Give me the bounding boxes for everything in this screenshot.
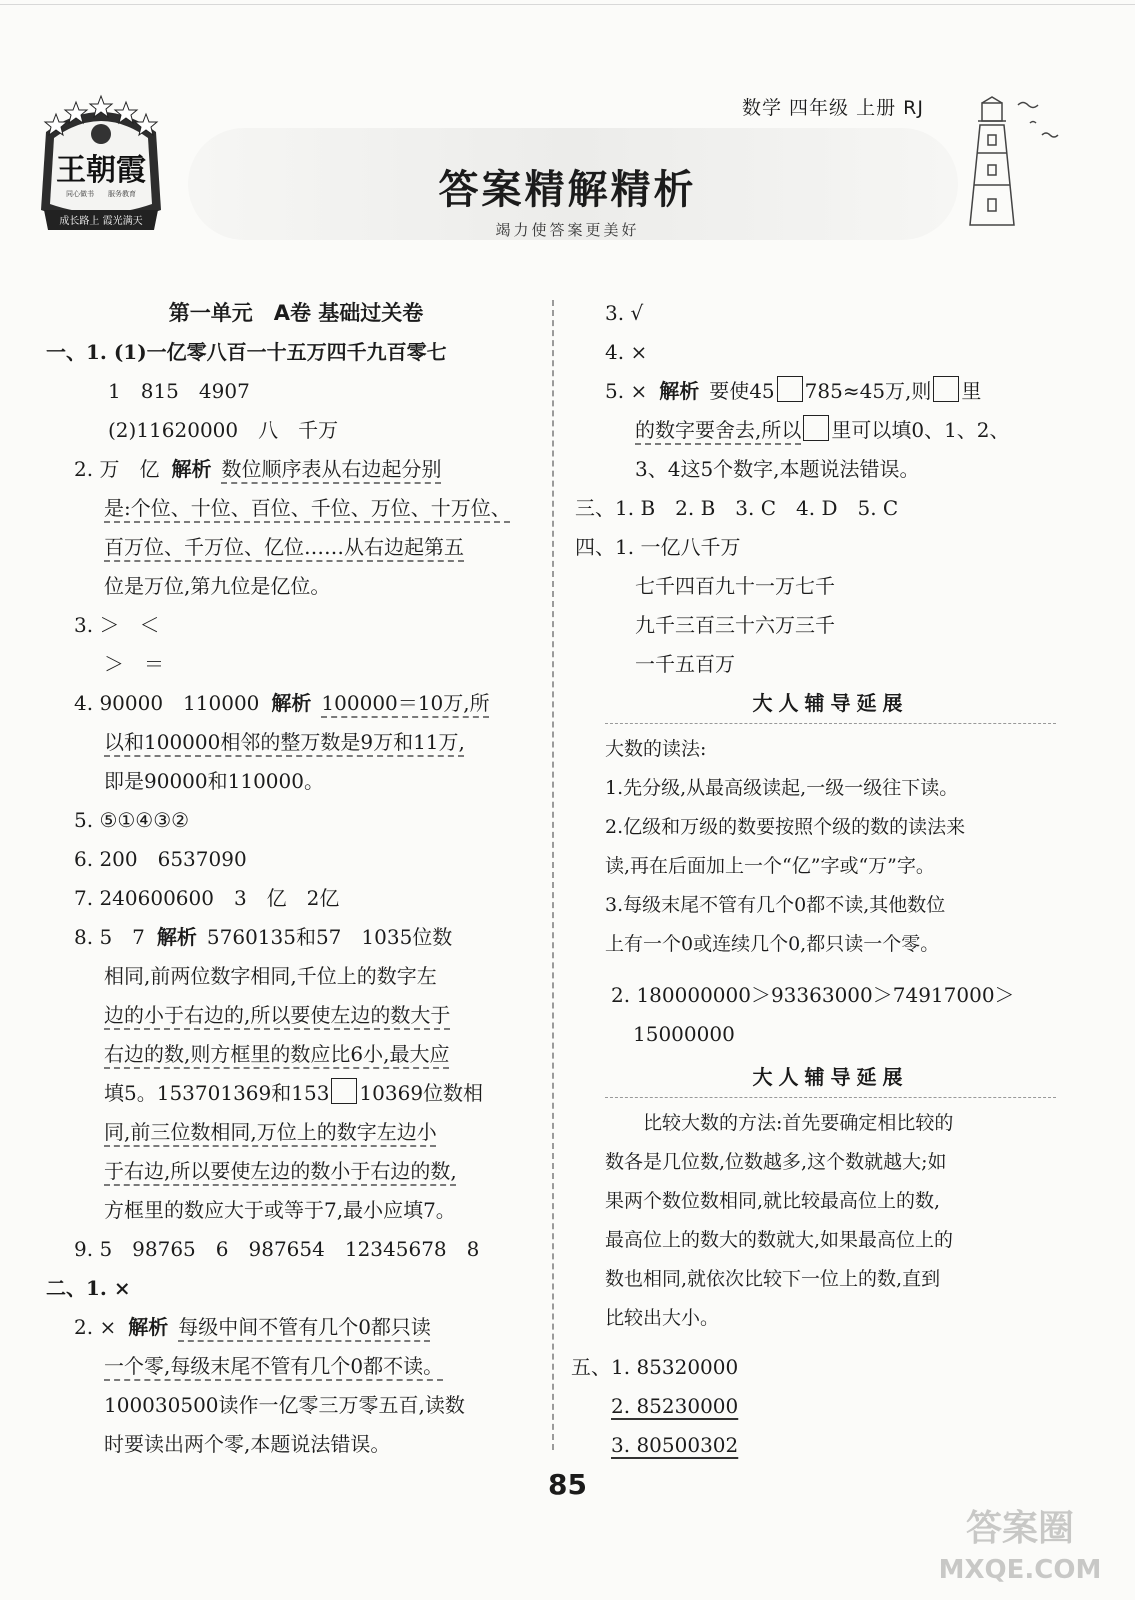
answer-line bbox=[46, 684, 546, 723]
analysis-line: 以和100000相邻的整万数是9万和11万, bbox=[104, 730, 465, 754]
analysis-line: 时要读出两个零,本题说法错误。 bbox=[104, 1432, 391, 1456]
guide-line: 果两个数位数相同,就比较最高位上的数, bbox=[605, 1190, 941, 1212]
analysis-text: 数位顺序表从右边起分别 bbox=[221, 457, 442, 481]
analysis-line: 位是万位,第九位是亿位。 bbox=[104, 574, 331, 598]
analysis-text: 100000＝10万,所 bbox=[321, 691, 490, 715]
answer-line: 7. 240600600 3 亿 2亿 bbox=[74, 886, 340, 910]
answer-text: 2. 万 亿 bbox=[74, 457, 160, 481]
analysis-line: 方框里的数应大于或等于7,最小应填7。 bbox=[104, 1198, 456, 1222]
analysis-line: 于右边,所以要使左边的数小于右边的数, bbox=[104, 1159, 457, 1183]
guide-line: 比较出大小。 bbox=[605, 1307, 720, 1329]
guide-box bbox=[605, 730, 1060, 964]
guide-heading: 大人辅导延展 bbox=[605, 1058, 1056, 1098]
guide-line: 比较大数的方法:首先要确定相比较的 bbox=[643, 1112, 954, 1134]
analysis-line: 一个零,每级末尾不管有几个0都不读。 bbox=[104, 1354, 444, 1378]
lighthouse-icon bbox=[960, 95, 1070, 230]
answer-line: 一、1. (1)一亿零八百一十五万四千九百零七 bbox=[46, 340, 447, 364]
guide-line: 1.先分级,从最高级读起,一级一级往下读。 bbox=[605, 777, 959, 799]
answer-line: 9. 5 98765 6 987654 12345678 8 bbox=[74, 1237, 480, 1261]
guide-line: 3.每级末尾不管有几个0都不读,其他数位 bbox=[605, 894, 946, 916]
analysis-tag: 解析 bbox=[156, 925, 197, 949]
answer-line bbox=[46, 450, 546, 489]
analysis-text: 10369位数相 bbox=[359, 1081, 484, 1105]
analysis-text: 5760135和57 1035位数 bbox=[206, 925, 453, 949]
answer-line: 6. 200 6537090 bbox=[74, 847, 247, 871]
guide-line: 数各是几位数,位数越多,这个数就越大;如 bbox=[605, 1151, 947, 1173]
page-title: 答案精解精析 bbox=[438, 167, 697, 213]
analysis-text: 填5。153701369和153 bbox=[104, 1081, 330, 1105]
svg-text:MXQE.COM: MXQE.COM bbox=[938, 1555, 1102, 1585]
analysis-line: 100030500读作一亿零三万零五百,读数 bbox=[104, 1393, 465, 1417]
analysis-line: 相同,前两位数字相同,千位上的数字左 bbox=[104, 964, 437, 988]
guide-line: 数也相同,就依次比较下一位上的数,直到 bbox=[605, 1268, 941, 1290]
guide-line: 上有一个0或连续几个0,都只读一个零。 bbox=[605, 933, 940, 955]
answer-line: 3. ＞ ＜ bbox=[74, 613, 160, 637]
answer-line: 二、1. × bbox=[46, 1276, 131, 1300]
answer-text: 4. 90000 110000 bbox=[74, 691, 260, 715]
unit-heading: 第一单元 A卷 基础过关卷 bbox=[168, 301, 424, 325]
analysis-line: 右边的数,则方框里的数应比6小,最大应 bbox=[104, 1042, 450, 1066]
blank-box bbox=[933, 376, 959, 402]
analysis-line: 3、4这5个数字,本题说法错误。 bbox=[635, 457, 920, 481]
answer-line: 2. 85230000 bbox=[611, 1394, 739, 1418]
guide-line: 最高位上的数大的数就大,如果最高位上的 bbox=[605, 1229, 954, 1251]
analysis-text: 要使45 bbox=[709, 379, 775, 403]
right-column bbox=[571, 294, 1060, 1465]
subject-grade-label: 数学 四年级 上册 RJ bbox=[742, 97, 924, 119]
answer-line: 九千三百三十六万三千 bbox=[635, 613, 835, 637]
analysis-tag: 解析 bbox=[128, 1315, 169, 1339]
svg-text:成长路上 霞光满天: 成长路上 霞光满天 bbox=[59, 216, 143, 227]
answer-line: 3. √ bbox=[605, 301, 644, 325]
answer-line: 五、1. 85320000 bbox=[571, 1355, 739, 1379]
portrait-icon bbox=[91, 124, 111, 144]
blank-box bbox=[331, 1078, 357, 1104]
answer-line bbox=[46, 918, 546, 957]
answer-line: 一千五百万 bbox=[635, 652, 735, 676]
left-column bbox=[46, 294, 546, 1464]
answer-line: 2. 180000000＞93363000＞74917000＞ bbox=[611, 983, 1015, 1007]
svg-text:同心做书: 同心做书 bbox=[66, 190, 94, 198]
analysis-line: 边的小于右边的,所以要使左边的数大于 bbox=[104, 1003, 451, 1027]
answer-line bbox=[46, 1308, 546, 1347]
answer-line: ＞ ＝ bbox=[104, 652, 164, 676]
analysis-line: 是:个位、十位、百位、千位、万位、十万位、 bbox=[104, 496, 511, 520]
answer-line: 七千四百九十一万七千 bbox=[635, 574, 835, 598]
guide-line: 2.亿级和万级的数要按照个级的数的读法来 bbox=[605, 816, 966, 838]
page-subtitle: 竭力使答案更美好 bbox=[495, 221, 640, 239]
svg-text:服务教育: 服务教育 bbox=[108, 190, 136, 198]
analysis-text: 的数字要舍去,所以 bbox=[635, 418, 802, 442]
analysis-tag: 解析 bbox=[659, 379, 700, 403]
blank-box bbox=[803, 415, 829, 441]
answer-line: 3. 80500302 bbox=[611, 1433, 739, 1457]
analysis-tag: 解析 bbox=[171, 457, 212, 481]
guide-heading: 大人辅导延展 bbox=[605, 684, 1056, 724]
page-number: 85 bbox=[548, 1468, 587, 1501]
watermark-logo bbox=[935, 1498, 1105, 1586]
answer-line: 15000000 bbox=[633, 1022, 735, 1046]
answer-line: 4. × bbox=[605, 340, 648, 364]
analysis-text: 每级中间不管有几个0都只读 bbox=[178, 1315, 431, 1339]
analysis-line: 同,前三位数相同,万位上的数字左边小 bbox=[104, 1120, 437, 1144]
column-divider bbox=[552, 300, 554, 1450]
answer-line: 三、1. B 2. B 3. C 4. D 5. C bbox=[575, 496, 899, 520]
guide-line: 读,再在后面加上一个“亿”字或“万”字。 bbox=[605, 855, 935, 877]
answer-text: 8. 5 7 bbox=[74, 925, 145, 949]
answer-text: 5. × bbox=[605, 379, 648, 403]
guide-box bbox=[605, 1104, 1060, 1338]
analysis-line: 百万位、千万位、亿位……从右边起第五 bbox=[104, 535, 464, 559]
answer-line: 5. ⑤①④③② bbox=[74, 808, 190, 832]
analysis-text: 里 bbox=[961, 379, 982, 403]
blank-box bbox=[777, 376, 803, 402]
answer-line: 四、1. 一亿八千万 bbox=[575, 535, 741, 559]
analysis-tag: 解析 bbox=[271, 691, 312, 715]
analysis-line bbox=[46, 1074, 546, 1113]
svg-text:答案圈: 答案圈 bbox=[965, 1508, 1075, 1549]
analysis-text: 里可以填0、1、2、 bbox=[831, 418, 1010, 442]
analysis-text: 785≈45万,则 bbox=[804, 379, 932, 403]
analysis-line: 即是90000和110000。 bbox=[104, 769, 324, 793]
answer-line: 1 815 4907 bbox=[108, 379, 250, 403]
answer-line: (2)11620000 八 千万 bbox=[108, 418, 339, 442]
answer-line bbox=[605, 372, 1060, 411]
answer-text: 2. × bbox=[74, 1315, 117, 1339]
top-rule bbox=[0, 4, 1135, 5]
guide-line: 大数的读法: bbox=[605, 738, 707, 760]
analysis-line bbox=[605, 411, 1060, 450]
svg-text:王朝霞: 王朝霞 bbox=[56, 153, 146, 188]
